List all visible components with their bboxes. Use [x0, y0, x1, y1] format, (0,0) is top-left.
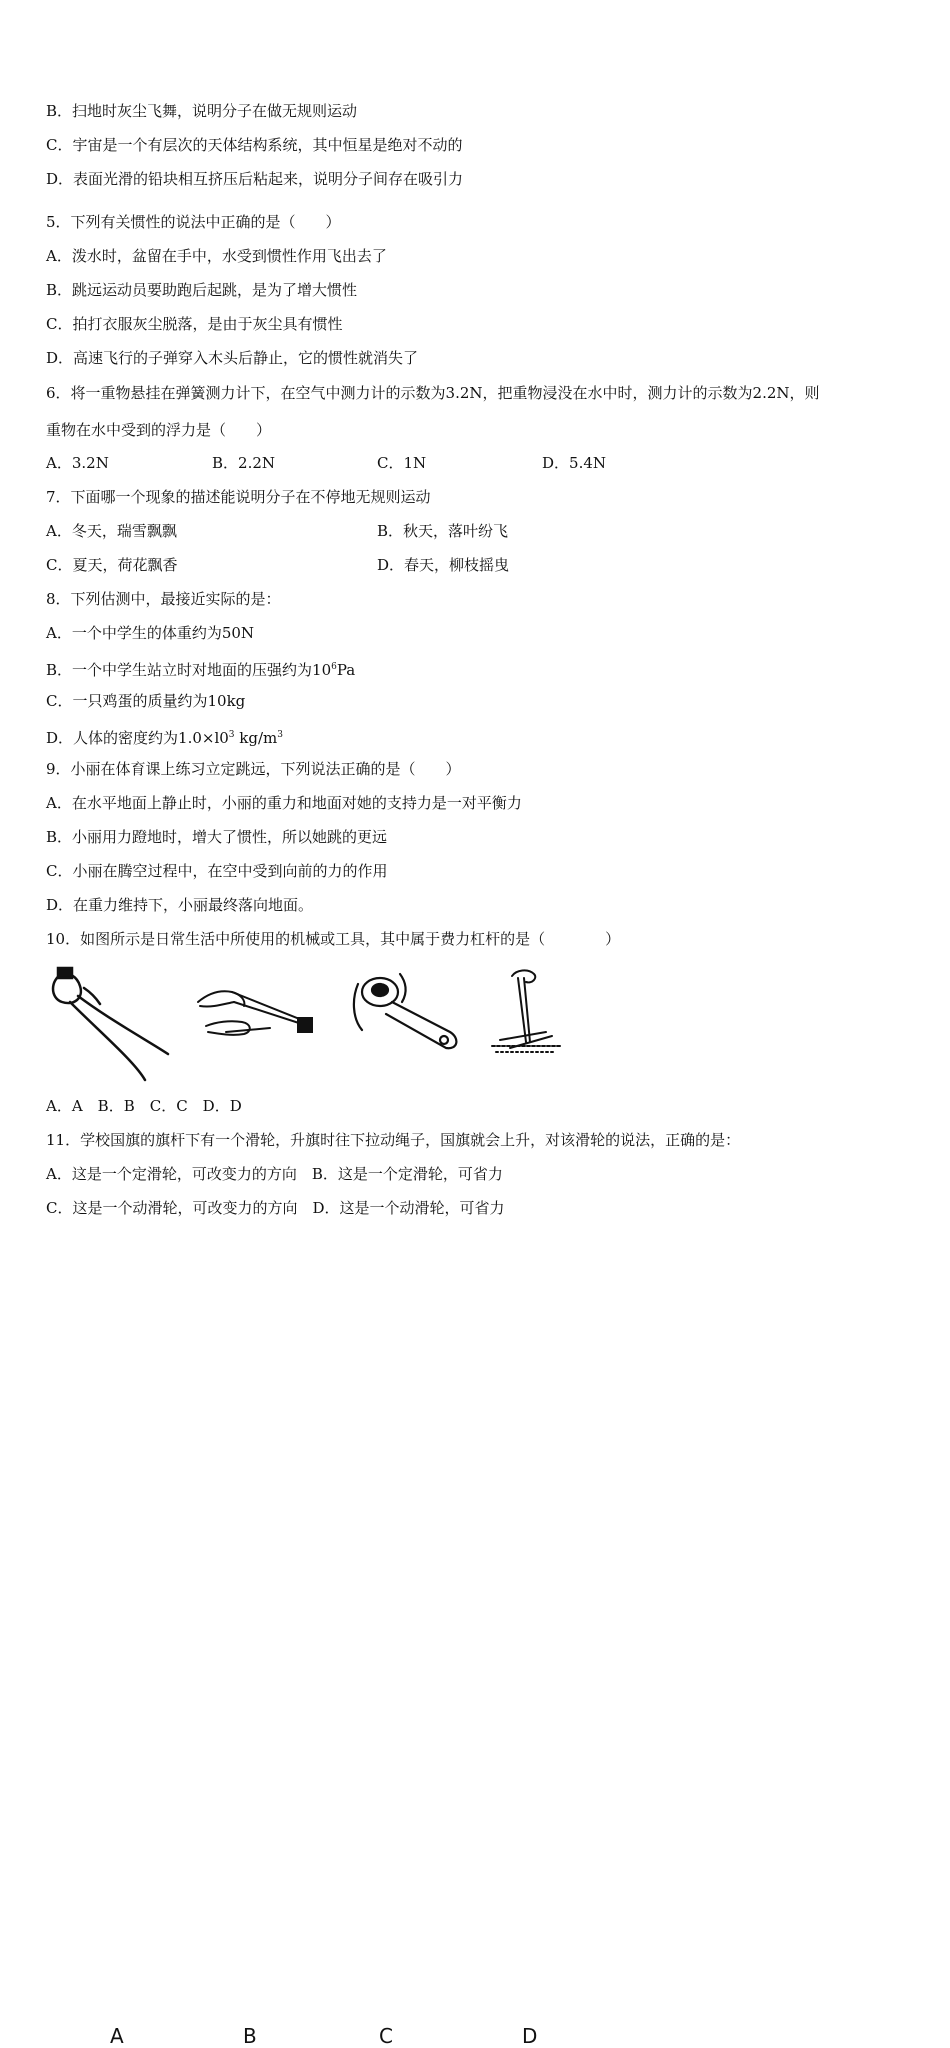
q11-options-cd: C．这是一个动滑轮，可改变力的方向 D．这是一个动滑轮，可省力 [46, 1199, 505, 1217]
q10-stem: 10．如图所示是日常生活中所使用的机械或工具，其中属于费力杠杆的是（ ） [46, 930, 621, 948]
q5-option-b: B．跳远运动员要助跑后起跳，是为了增大惯性 [46, 281, 358, 299]
tool-d-icon [492, 970, 560, 1052]
q6-stem-line2: 重物在水中受到的浮力是（ ） [46, 421, 272, 439]
q5-option-d: D．高速飞行的子弹穿入木头后静止，它的惯性就消失了 [46, 349, 419, 367]
figure-label-c: C [379, 2024, 393, 2048]
q6-option-a: A．3.2N [46, 454, 109, 472]
q6-option-b: B．2.2N [212, 454, 276, 472]
q6-stem-line1: 6．将一重物悬挂在弹簧测力计下，在空气中测力计的示数为3.2N，把重物浸没在水中时，测力计的示数为2.2N，则 [46, 384, 820, 402]
q4-option-c: C．宇宙是一个有层次的天体结构系统，其中恒星是绝对不动的 [46, 136, 463, 154]
q8-option-a: A．一个中学生的体重约为50N [46, 624, 255, 642]
q7-option-b: B．秋天，落叶纷飞 [377, 522, 509, 540]
q8-option-d: D．人体的密度约为$1.0\times l0^3$ $kg/m^3$ [46, 729, 284, 747]
q11-options-ab: A．这是一个定滑轮，可改变力的方向 B．这是一个定滑轮，可省力 [46, 1165, 503, 1183]
q7-option-a: A．冬天，瑞雪飘飘 [46, 522, 177, 540]
q5-option-c: C．拍打衣服灰尘脱落，是由于灰尘具有惯性 [46, 315, 343, 333]
q9-option-b: B．小丽用力蹬地时，增大了惯性，所以她跳的更远 [46, 828, 388, 846]
figure-label-d: D [522, 2024, 538, 2048]
q9-option-a: A．在水平地面上静止时，小丽的重力和地面对她的支持力是一对平衡力 [46, 794, 522, 812]
q11-stem: 11．学校国旗的旗杆下有一个滑轮，升旗时往下拉动绳子，国旗就会上升，对该滑轮的说法，正确的是： [46, 1131, 741, 1149]
q7-stem: 7．下面哪一个现象的描述能说明分子在不停地无规则运动 [46, 488, 431, 506]
q10-options: A．A B．B C．C D．D [46, 1097, 242, 1115]
bottle-opener-icon [354, 974, 456, 1048]
q8-option-b: B．一个中学生站立时对地面的压强约为$10^6Pa$ [46, 661, 356, 679]
figure-label-b: B [243, 2024, 257, 2048]
q9-option-c: C．小丽在腾空过程中，在空中受到向前的力的作用 [46, 862, 388, 880]
q7-option-d: D．春天，柳枝摇曳 [377, 556, 510, 574]
q4-option-b: B．扫地时灰尘飞舞，说明分子在做无规则运动 [46, 102, 358, 120]
q5-stem: 5．下列有关惯性的说法中正确的是（ ） [46, 213, 341, 231]
figure-label-a: A [110, 2024, 124, 2048]
q4-option-d: D．表面光滑的铅块相互挤压后粘起来，说明分子间存在吸引力 [46, 170, 464, 188]
hand-tool-icon [198, 991, 312, 1035]
q5-option-a: A．泼水时，盆留在手中，水受到惯性作用飞出去了 [46, 247, 387, 265]
q8-stem: 8．下列估测中，最接近实际的是： [46, 590, 281, 608]
q7-option-c: C．夏天，荷花飘香 [46, 556, 178, 574]
pincers-icon [53, 968, 168, 1080]
q6-option-d: D．5.4N [542, 454, 607, 472]
q8-option-c: C．一只鸡蛋的质量约为10kg [46, 692, 246, 710]
q9-stem: 9．小丽在体育课上练习立定跳远，下列说法正确的是（ ） [46, 760, 461, 778]
q9-option-d: D．在重力维持下，小丽最终落向地面。 [46, 896, 314, 914]
q6-option-c: C．1N [377, 454, 427, 472]
tools-illustration [40, 962, 600, 1092]
